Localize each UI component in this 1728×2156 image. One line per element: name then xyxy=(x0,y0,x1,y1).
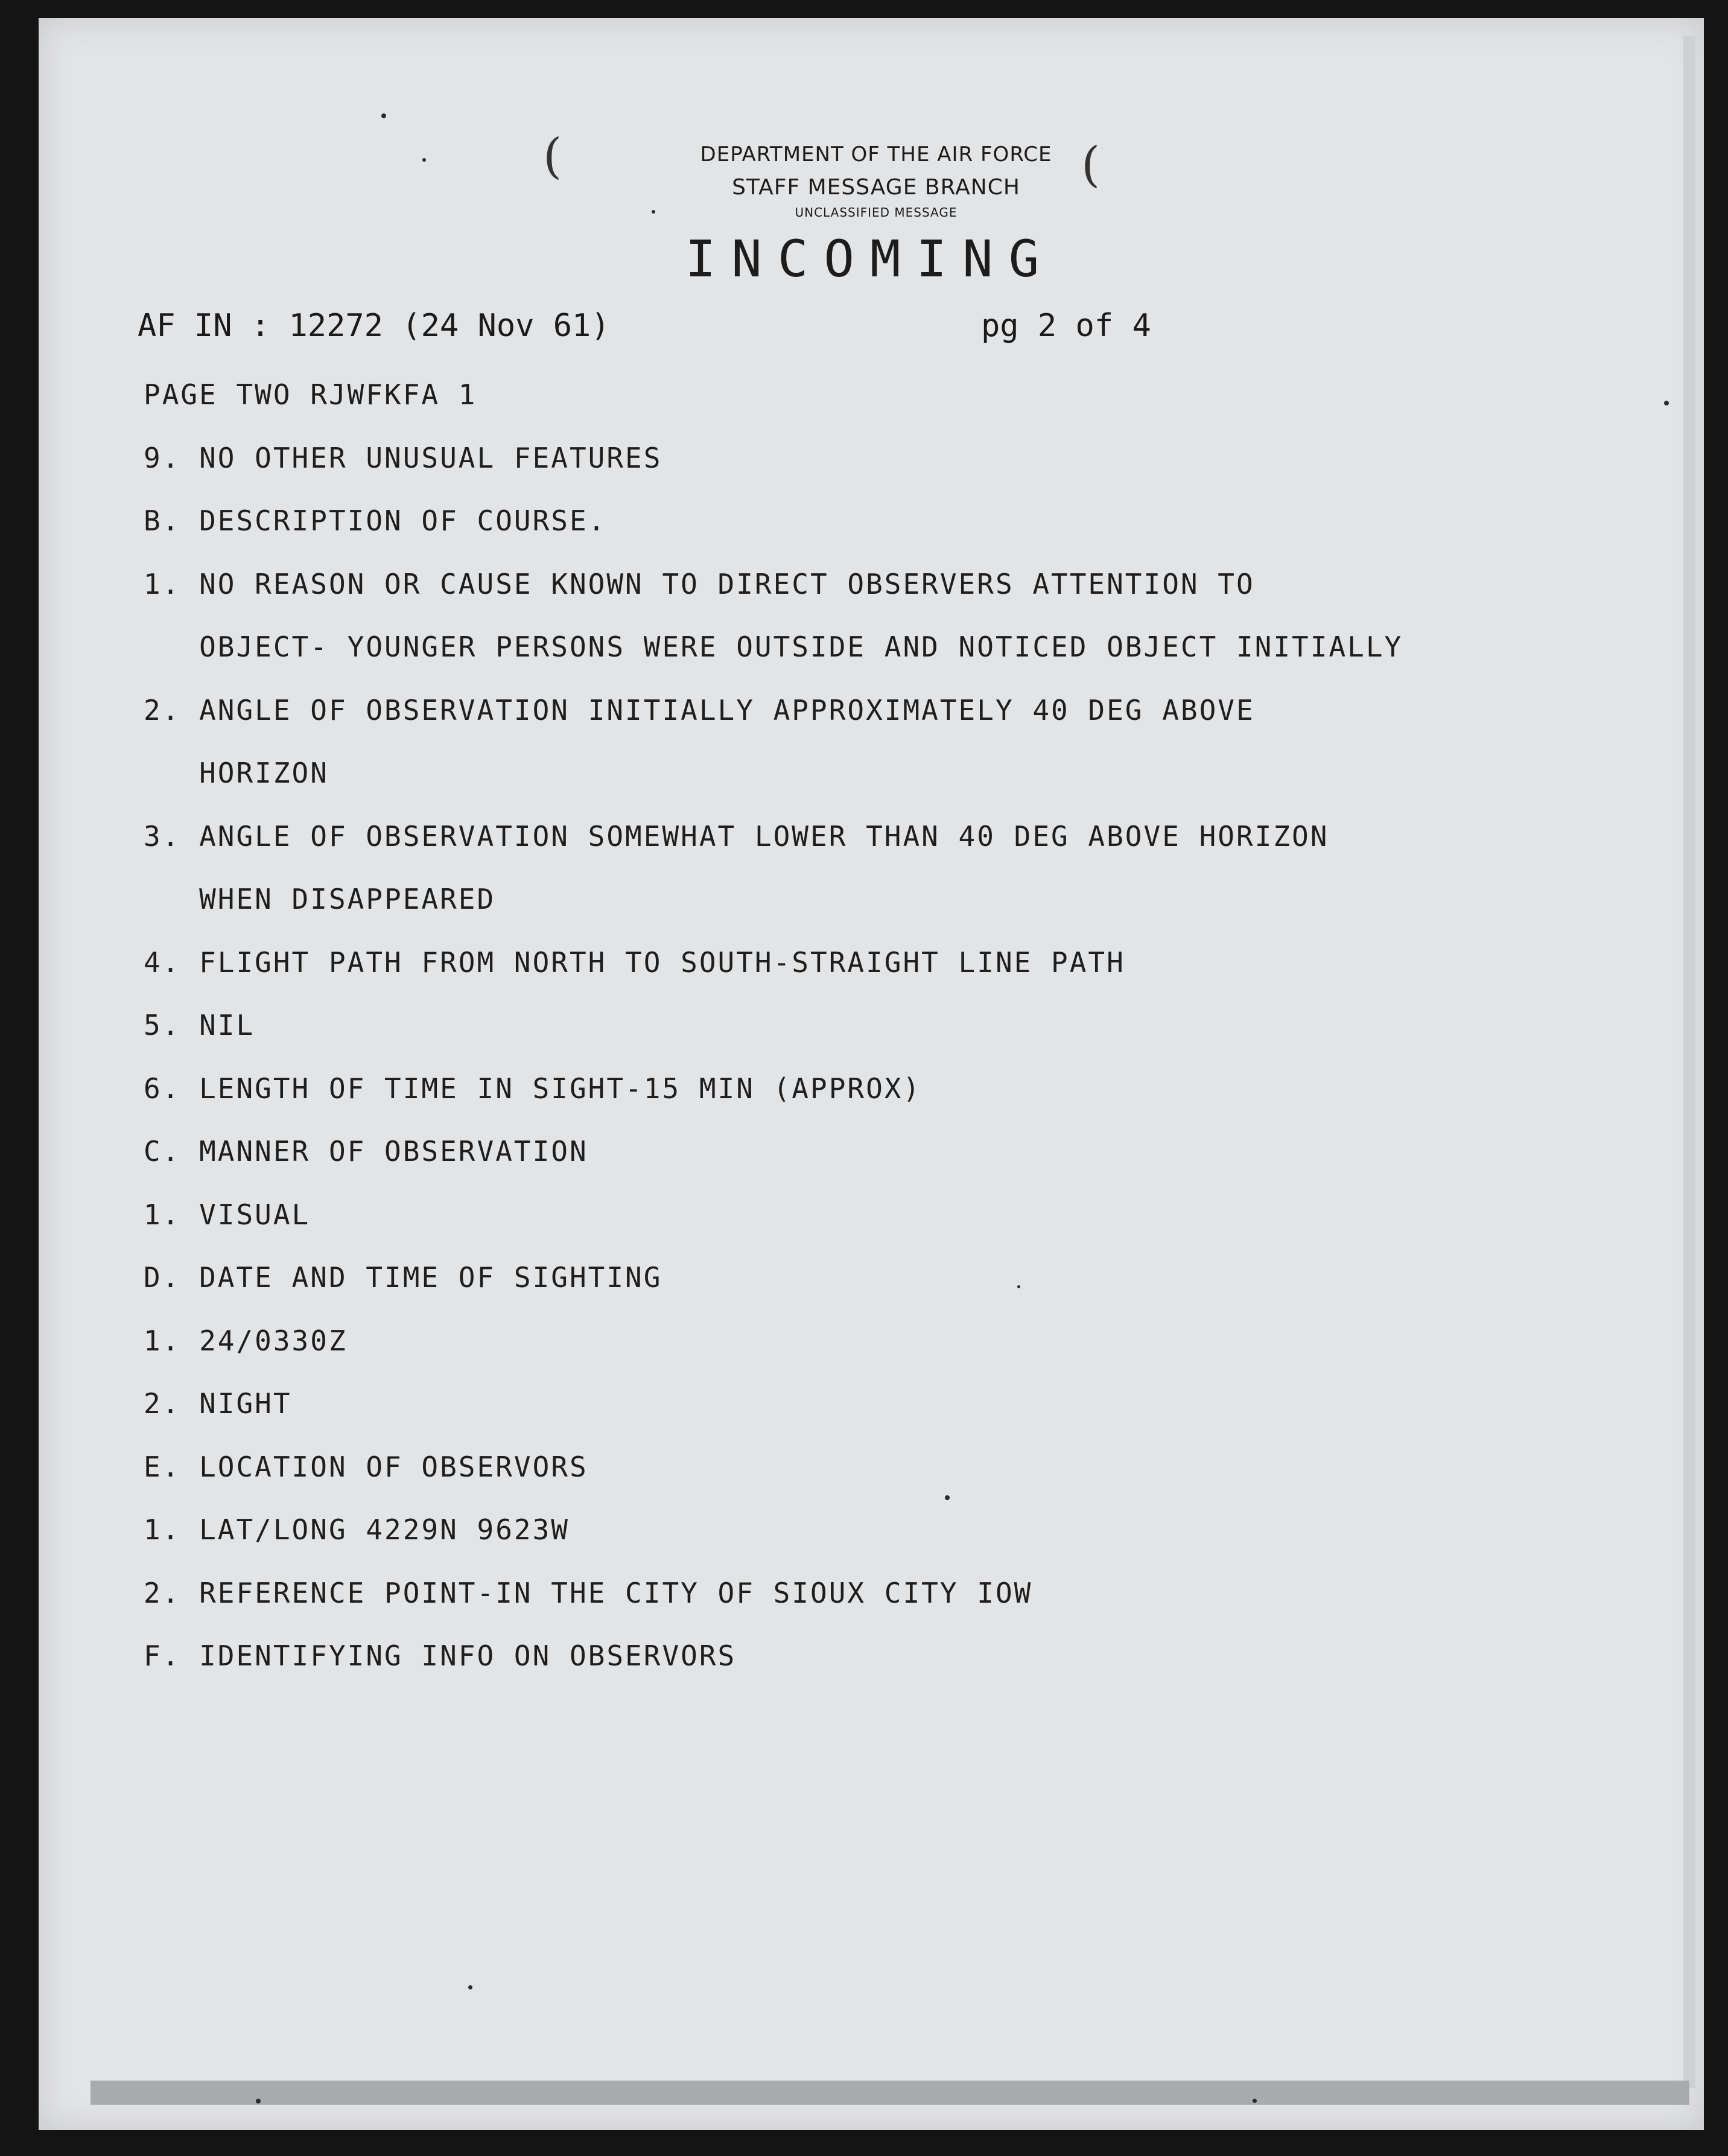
page-number: pg 2 of 4 xyxy=(981,308,1151,344)
speck-mark xyxy=(256,2099,261,2104)
message-line: D. DATE AND TIME OF SIGHTING xyxy=(144,1261,662,1294)
message-line: 4. FLIGHT PATH FROM NORTH TO SOUTH-STRAIGHT LINE PATH xyxy=(144,946,1125,979)
speck-mark xyxy=(422,158,426,162)
message-line: E. LOCATION OF OBSERVORS xyxy=(144,1450,588,1483)
page-edge-strip xyxy=(1683,36,1695,2088)
message-line: HORIZON xyxy=(144,757,329,789)
speck-mark xyxy=(1253,2099,1257,2103)
speck-mark xyxy=(945,1495,950,1500)
classification-label: UNCLASSIFIED MESSAGE xyxy=(795,205,958,220)
right-bracket-mark: ( xyxy=(1081,136,1101,192)
speck-mark xyxy=(381,113,386,118)
speck-mark xyxy=(1017,1285,1020,1288)
message-line: 1. 24/0330Z xyxy=(144,1324,348,1357)
incoming-title: INCOMING xyxy=(685,229,1055,288)
message-line: WHEN DISAPPEARED xyxy=(144,883,496,915)
message-line: 1. LAT/LONG 4229N 9623W xyxy=(144,1513,570,1546)
speck-mark xyxy=(468,1985,472,1989)
page-bottom-shadow xyxy=(91,2081,1689,2105)
message-line: 2. NIGHT xyxy=(144,1387,292,1420)
message-line: 2. ANGLE OF OBSERVATION INITIALLY APPROXIMATELY 40 DEG ABOVE xyxy=(144,693,1255,727)
speck-mark xyxy=(1664,401,1669,405)
message-line: PAGE TWO RJWFKFA 1 xyxy=(144,378,477,411)
message-line: 5. NIL xyxy=(144,1009,255,1041)
left-bracket-mark: ( xyxy=(543,128,562,184)
message-line: F. IDENTIFYING INFO ON OBSERVORS xyxy=(144,1639,737,1672)
message-line: B. DESCRIPTION OF COURSE. xyxy=(144,504,607,537)
speck-mark xyxy=(652,210,655,214)
message-line: OBJECT- YOUNGER PERSONS WERE OUTSIDE AND NOTICED OBJECT INITIALLY xyxy=(144,631,1403,663)
message-line: 9. NO OTHER UNUSUAL FEATURES xyxy=(144,441,662,474)
message-body xyxy=(144,373,1403,1697)
message-line: C. MANNER OF OBSERVATION xyxy=(144,1135,588,1168)
message-line: 2. REFERENCE POINT-IN THE CITY OF SIOUX CITY IOW xyxy=(144,1576,1033,1609)
af-in-reference: AF IN : 12272 (24 Nov 61) xyxy=(138,308,610,344)
message-line: 3. ANGLE OF OBSERVATION SOMEWHAT LOWER THAN 40 DEG ABOVE HORIZON xyxy=(144,819,1329,853)
message-line: 1. NO REASON OR CAUSE KNOWN TO DIRECT OBSERVERS ATTENTION TO xyxy=(144,567,1255,600)
branch-heading: STAFF MESSAGE BRANCH xyxy=(732,175,1020,200)
message-line: 1. VISUAL xyxy=(144,1198,311,1231)
message-line: 6. LENGTH OF TIME IN SIGHT-15 MIN (APPROX) xyxy=(144,1072,922,1105)
department-heading: DEPARTMENT OF THE AIR FORCE xyxy=(700,142,1052,167)
